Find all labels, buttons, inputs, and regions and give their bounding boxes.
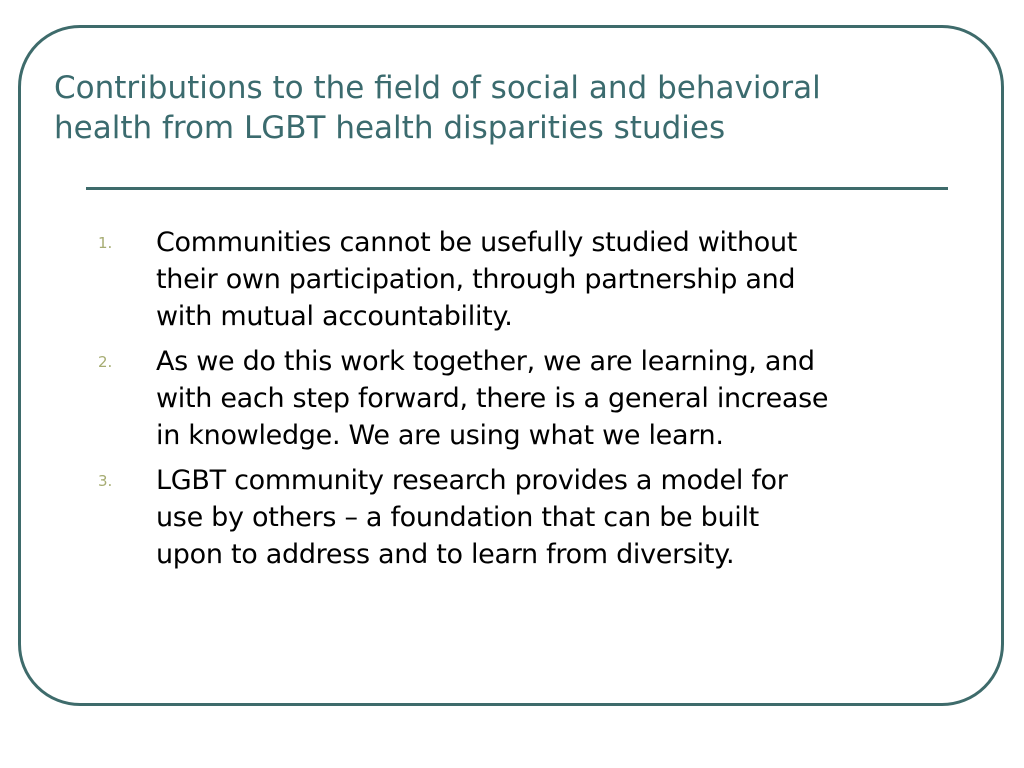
list-item-text-3 — [156, 462, 946, 573]
slide-title-line-1: Contributions to the field of social and behavioral — [54, 70, 821, 106]
list-item-2 — [96, 343, 946, 454]
list-marker-3: 3. — [98, 472, 113, 490]
list-item-1 — [96, 224, 946, 335]
list-item-text-1 — [156, 224, 946, 335]
list-marker-1: 1. — [98, 234, 113, 252]
list-item-1-line-1: Communities cannot be usefully studied without — [156, 227, 798, 258]
slide-title-line-2: health from LGBT health disparities studies — [54, 110, 726, 146]
numbered-list — [96, 224, 946, 581]
list-item-text-2 — [156, 343, 946, 454]
list-item-3-line-1: LGBT community research provides a model for — [156, 465, 788, 496]
list-item-1-line-2: their own participation, through partnership and — [156, 264, 796, 295]
list-item-2-line-3: in knowledge. We are using what we learn. — [156, 420, 724, 451]
list-item-2-line-1: As we do this work together, we are learning, and — [156, 346, 815, 377]
list-item-3 — [96, 462, 946, 573]
title-divider — [86, 187, 948, 190]
slide-title — [54, 68, 954, 148]
list-item-3-line-3: upon to address and to learn from diversity. — [156, 539, 735, 570]
list-item-2-line-2: with each step forward, there is a general increase — [156, 383, 829, 414]
list-item-1-line-3: with mutual accountability. — [156, 301, 513, 332]
list-item-3-line-2: use by others – a foundation that can be built — [156, 502, 759, 533]
list-marker-2: 2. — [98, 353, 113, 371]
